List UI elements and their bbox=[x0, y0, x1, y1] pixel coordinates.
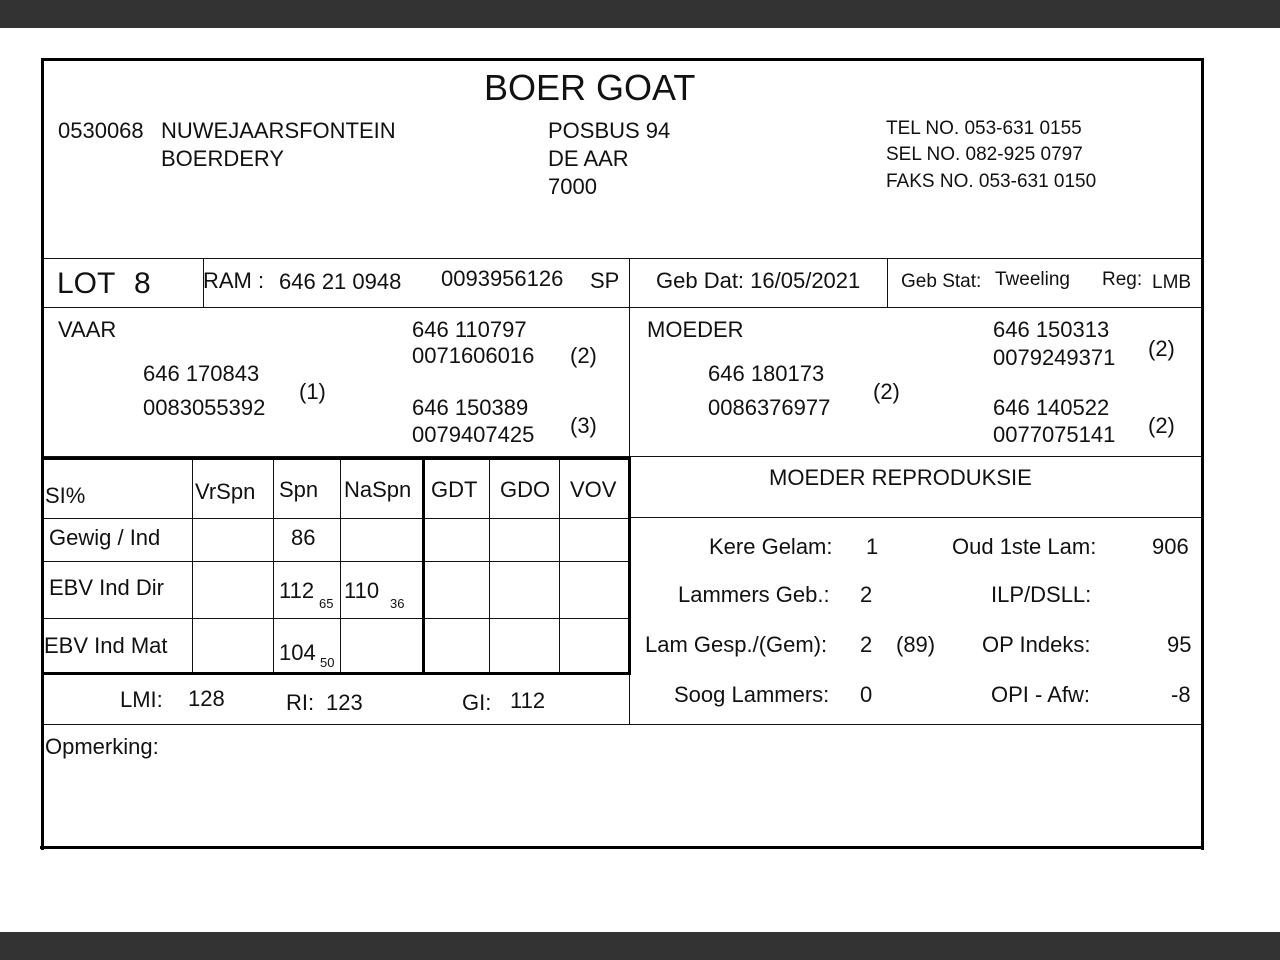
card-title: BOER GOAT bbox=[484, 67, 696, 108]
moeder-sire-id: 646 150313 bbox=[993, 317, 1110, 342]
gespeen-label: Lam Gesp./(Gem): bbox=[645, 632, 828, 657]
op-value: 95 bbox=[1167, 632, 1192, 657]
lot-label: LOT bbox=[57, 267, 116, 300]
ebv-dir-spn-accuracy: 65 bbox=[319, 596, 334, 611]
moeder-reg: 0086376977 bbox=[708, 395, 831, 420]
header-spn: Spn bbox=[279, 477, 319, 502]
kere-value: 1 bbox=[866, 534, 879, 559]
ebv-mat-spn-accuracy: 50 bbox=[320, 655, 335, 670]
ilp-label: ILP/DSLL: bbox=[991, 582, 1092, 607]
address-line2: DE AAR bbox=[548, 146, 629, 171]
lmi-label: LMI: bbox=[120, 687, 163, 712]
oud-value: 906 bbox=[1152, 534, 1189, 559]
lot-number: 8 bbox=[134, 267, 151, 300]
header-gdo: GDO bbox=[500, 477, 551, 502]
gespeen-gem: (89) bbox=[896, 632, 936, 657]
vaar-dam-reg: 0079407425 bbox=[412, 422, 535, 447]
moeder-dam-id: 646 140522 bbox=[993, 395, 1110, 420]
opi-label: OPI - Afw: bbox=[991, 682, 1091, 707]
vaar-mark: (1) bbox=[299, 379, 326, 404]
soog-label: Soog Lammers: bbox=[674, 682, 830, 707]
moeder-label: MOEDER bbox=[647, 317, 744, 342]
sel-number: SEL NO. 082-925 0797 bbox=[886, 144, 1083, 165]
moeder-sire-mark: (2) bbox=[1148, 336, 1175, 361]
vaar-dam-id: 646 150389 bbox=[412, 395, 529, 420]
gebore-label: Lammers Geb.: bbox=[678, 582, 830, 607]
reg-value: LMB bbox=[1152, 272, 1192, 293]
breeder-name-line1: NUWEJAARSFONTEIN bbox=[161, 118, 396, 143]
vaar-id: 646 170843 bbox=[143, 361, 260, 386]
row-label-ebv-mat: EBV Ind Mat bbox=[44, 633, 168, 658]
tel-number: TEL NO. 053-631 0155 bbox=[886, 118, 1082, 139]
ram-label: RAM : bbox=[203, 268, 265, 293]
breeder-name-line2: BOERDERY bbox=[161, 146, 285, 171]
vaar-sire-mark: (2) bbox=[570, 343, 597, 368]
gi-value: 112 bbox=[510, 688, 546, 713]
birth-status-label: Geb Stat: bbox=[901, 271, 982, 292]
ram-id: 646 21 0948 bbox=[279, 269, 402, 294]
gebore-value: 2 bbox=[860, 582, 873, 607]
header-vrspn: VrSpn bbox=[195, 479, 256, 504]
header-vov: VOV bbox=[570, 477, 617, 502]
soog-value: 0 bbox=[860, 682, 873, 707]
header-si: SI% bbox=[45, 483, 86, 508]
birth-status-value: Tweeling bbox=[995, 269, 1070, 290]
moeder-dam-mark: (2) bbox=[1148, 413, 1175, 438]
ebv-mat-spn: 104 bbox=[279, 640, 316, 665]
gi-label: GI: bbox=[462, 690, 492, 715]
gespeen-value: 2 bbox=[860, 632, 873, 657]
ebv-dir-naspn-accuracy: 36 bbox=[390, 596, 405, 611]
moeder-dam-reg: 0077075141 bbox=[993, 422, 1116, 447]
header-naspn: NaSpn bbox=[344, 477, 412, 502]
remarks-label: Opmerking: bbox=[45, 734, 159, 759]
header-gdt: GDT bbox=[431, 477, 478, 502]
vaar-label: VAAR bbox=[58, 317, 117, 342]
row-label-ebv-dir: EBV Ind Dir bbox=[49, 575, 164, 600]
ram-code: SP bbox=[590, 268, 620, 293]
vaar-dam-mark: (3) bbox=[570, 413, 597, 438]
ebv-dir-naspn: 110 bbox=[344, 578, 380, 603]
address-line3: 7000 bbox=[548, 174, 597, 199]
ri-value: 123 bbox=[326, 690, 363, 715]
reg-label: Reg: bbox=[1102, 269, 1143, 290]
faks-number: FAKS NO. 053-631 0150 bbox=[886, 171, 1097, 192]
row-label-gewig: Gewig / Ind bbox=[49, 525, 161, 550]
oud-label: Oud 1ste Lam: bbox=[952, 534, 1097, 559]
kere-label: Kere Gelam: bbox=[709, 534, 833, 559]
moeder-sire-reg: 0079249371 bbox=[993, 345, 1116, 370]
ri-label: RI: bbox=[286, 690, 315, 715]
address-line1: POSBUS 94 bbox=[548, 118, 671, 143]
birth-date: Geb Dat: 16/05/2021 bbox=[656, 268, 861, 293]
moeder-id: 646 180173 bbox=[708, 361, 825, 386]
moeder-mark: (2) bbox=[873, 379, 900, 404]
reproduction-title: MOEDER REPRODUKSIE bbox=[769, 465, 1032, 490]
vaar-sire-id: 646 110797 bbox=[412, 317, 527, 342]
gewig-spn: 86 bbox=[291, 525, 316, 550]
opi-value: -8 bbox=[1171, 682, 1191, 707]
op-label: OP Indeks: bbox=[982, 632, 1091, 657]
ebv-dir-spn: 112 bbox=[279, 578, 315, 603]
vaar-sire-reg: 0071606016 bbox=[412, 343, 535, 368]
bottom-bar bbox=[0, 932, 1280, 960]
breeder-number: 0530068 bbox=[58, 118, 144, 143]
lmi-value: 128 bbox=[188, 686, 225, 711]
vaar-reg: 0083055392 bbox=[143, 395, 266, 420]
top-bar bbox=[0, 0, 1280, 28]
ram-reg: 0093956126 bbox=[441, 266, 564, 291]
